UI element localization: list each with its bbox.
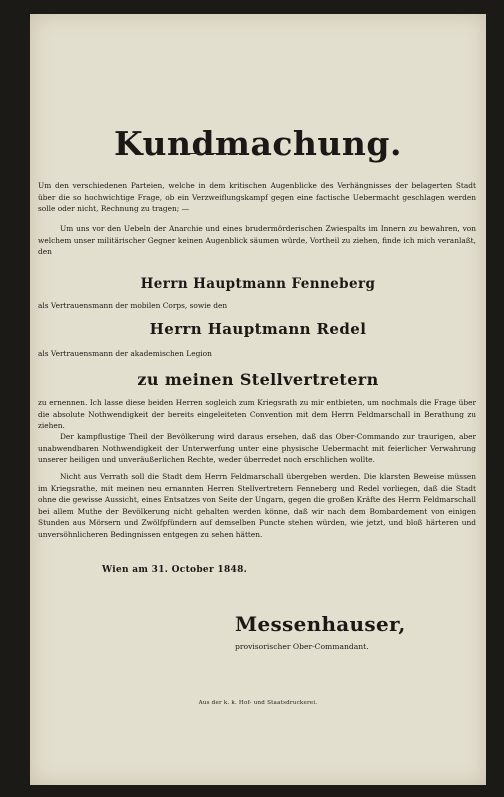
paragraph-war-council: zu ernennen. Ich lasse diese beiden Herren sogleich zum Kriegsrath zu mir entbieten, um nochmals die Frage über die absolute Nothwendigkeit der bereits eingeleiteten Convention mit dem Herrn Feldmarschall in Berathung zu ziehen.	[38, 398, 476, 431]
appointment-heading: zu meinen Stellvertretern	[137, 370, 379, 389]
appointee-redel-role: als Vertrauensmann der akademischen Legion	[38, 349, 212, 358]
signer-title: provisorischer Ober-Commandant.	[235, 642, 369, 651]
proclamation-sheet	[30, 14, 486, 785]
paragraph-anarchy: Um uns vor den Uebeln der Anarchie und eines brudermörderischen Zwiespalts im Innern zu bewahren, von welchem unser militärischer Gegner keinen Augenblick säumen würde, Vortheil zu ziehen, finde ich mich veranlaßt, den	[38, 224, 476, 257]
appointee-redel: Herrn Hauptmann Redel	[149, 320, 367, 338]
appointee-fenneberg-role: als Vertrauensmann der mobilen Corps, sowie den	[38, 301, 228, 310]
paragraph-parties: Um den verschiedenen Parteien, welche in dem kritischen Augenblicke des Verhängnisses der belagerten Stadt über die so hochwichtige Frage, ob ein Verzweiflungskampf gegen eine factische Uebermacht geschlagen werden solle oder nicht, Rechnung zu tragen; —	[38, 181, 476, 214]
paragraph-no-treason: Nicht aus Verrath soll die Stadt dem Herrn Feldmarschall übergeben werden. Die klarsten Beweise müssen im Kriegsrathe, mit meinen neu ernannten Herren Stellvertretern Fenneberg und Redel vorliegen, daß die Stadt ohne die gewisse Aussicht, eines Entsatzes von Seite der Ungarn, gegen die großen Kräfte des Herrn Feldmarschall bei allem Muthe der Bevölkerung nicht gehalten werden könne, daß wir nach dem Bombardement von einigen Stunden aus Mörsern und Zwölfpfündern auf demselben Puncte stehen würden, wie jetzt, und bloß härteren und unversöhnlicheren Bedingnissen entgegen zu sehen hätten.	[38, 472, 476, 539]
title-divider	[186, 153, 244, 154]
signer-name: Messenhauser,	[235, 612, 406, 636]
printer-imprint: Aus der k. k. Hof- und Staatsdruckerei.	[198, 700, 318, 706]
paragraph-population: Der kampflustige Theil der Bevölkerung wird daraus ersehen, daß das Ober-Commando zur traurigen, aber unabwendbaren Nothwendigkeit der Unterwerfung unter eine physische Uebermacht mit feierlicher Verwahrung unserer heiligen und unveräußerlichen Rechte, weder überredet noch erschlichen wollte.	[38, 432, 476, 465]
document-title: Kundmachung.	[114, 124, 402, 164]
date-line: Wien am 31. October 1848.	[102, 565, 248, 575]
appointee-fenneberg: Herrn Hauptmann Fenneberg	[140, 276, 376, 292]
